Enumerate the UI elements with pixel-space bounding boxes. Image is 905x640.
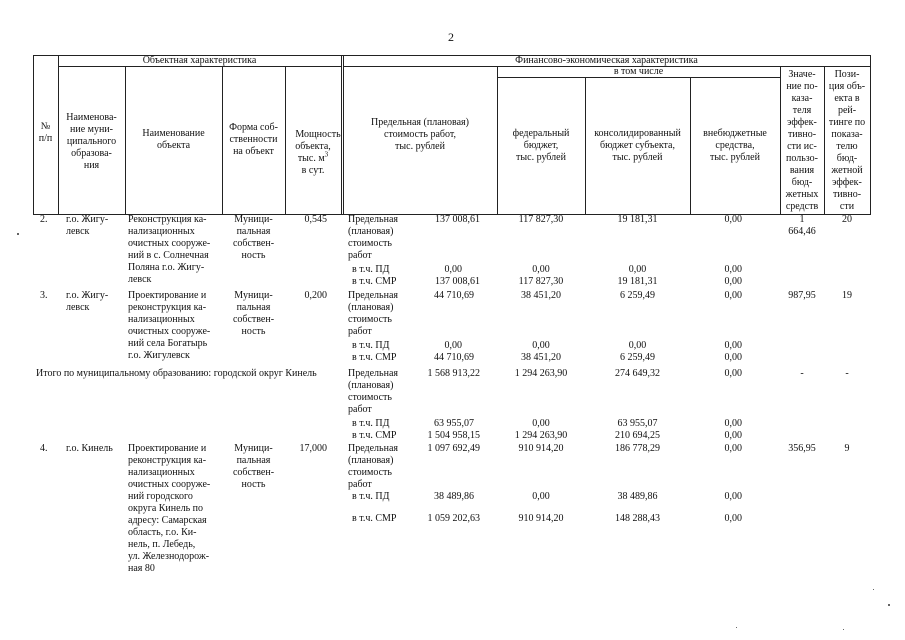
col-efficiency-header: Значе- ние по- каза- теля эффек- тивно- сти ис- пользо- вания бюд- жетных средств xyxy=(785,69,819,212)
row-efficiency: 987,95 xyxy=(788,290,816,301)
page-number: 2 xyxy=(448,30,454,44)
row-ownership: Муници- пальная собствен- ность xyxy=(232,214,275,261)
row-line-consolidated: 0,00 xyxy=(628,340,647,351)
row-line-total: 63 955,07 xyxy=(434,418,474,429)
row-object: Проектирование и реконструкция ка- нализационных очистных сооруже- ний городского округа Кинель по адресу: Самарская область, г.о. Ки- нель, п. Лебедь, ул. Железнодорож- ная 80 xyxy=(128,443,211,574)
row-line-total: 44 710,69 xyxy=(434,352,474,363)
col-rating-header: Пози- ция объ- екта в рей- тинге по показа- телю бюд- жетной эффек- тивно- сти xyxy=(828,69,866,212)
row-num: 4. xyxy=(40,443,48,454)
row-line-federal: 0,00 xyxy=(532,491,550,502)
capacity-header-sup: 3 xyxy=(324,150,329,159)
row-line-label: в т.ч. ПД xyxy=(352,264,390,275)
row-line-consolidated: 210 694,25 xyxy=(615,430,660,441)
row-line-total: 1 097 692,49 xyxy=(427,443,480,454)
row-line-total: 1 504 958,15 xyxy=(427,430,480,441)
subtotal-label: Итого по муниципальному образованию: городской округ Кинель xyxy=(36,368,317,379)
row-line-extra: 0,00 xyxy=(724,430,742,441)
scan-speck xyxy=(736,627,737,628)
row-line-federal: 117 827,30 xyxy=(518,276,564,287)
row-line-extra: 0,00 xyxy=(724,513,742,524)
row-object: Проектирование и реконструкция ка- нализационных очистных сооруже- ний села Богатырь г.о. Жигулевск xyxy=(128,290,211,361)
scan-speck xyxy=(873,589,874,590)
row-line-label: Предельная (плановая) стоимость работ xyxy=(348,443,398,490)
row-line-consolidated: 19 181,31 xyxy=(617,276,658,287)
col-border xyxy=(870,55,871,215)
capacity-header-tail: в сут. xyxy=(301,165,325,176)
row-line-total: 1 568 913,22 xyxy=(427,368,480,379)
row-line-federal: 38 451,20 xyxy=(521,290,561,301)
row-line-consolidated: 0,00 xyxy=(628,264,647,275)
row-line-label: в т.ч. ПД xyxy=(352,340,390,351)
row-line-extra: 0,00 xyxy=(724,214,742,225)
row-line-extra: 0,00 xyxy=(724,264,742,275)
scan-speck xyxy=(17,233,19,235)
row-line-total: 38 489,86 xyxy=(434,491,474,502)
col-limit-cost-header: Предельная (плановая) стоимость работ, тыс. рублей xyxy=(371,117,469,152)
row-object: Реконструкция ка- нализационных очистных сооруже- ний в с. Солнечная Поляна г.о. Жигу- левск xyxy=(128,214,211,285)
col-border xyxy=(341,55,342,215)
row-capacity: 17,000 xyxy=(299,443,327,454)
row-line-federal: 38 451,20 xyxy=(521,352,561,363)
row-line-total: 0,00 xyxy=(444,264,462,275)
row-efficiency: - xyxy=(800,368,804,379)
row-line-federal: 0,00 xyxy=(532,340,550,351)
row-line-consolidated: 6 259,49 xyxy=(620,352,655,363)
col-municipality-header: Наименова- ние муни- ципального образова- ния xyxy=(66,112,117,171)
row-rating: - xyxy=(845,368,849,379)
row-line-label: в т.ч. СМР xyxy=(352,276,397,287)
row-line-federal: 0,00 xyxy=(532,418,550,429)
row-line-extra: 0,00 xyxy=(724,276,742,287)
row-line-label: Предельная (плановая) стоимость работ xyxy=(348,368,398,415)
row-line-label: в т.ч. СМР xyxy=(352,430,397,441)
row-line-consolidated: 19 181,31 xyxy=(617,214,658,225)
col-object-header: Наименование объекта xyxy=(142,128,205,151)
row-line-federal: 117 827,30 xyxy=(518,214,564,225)
row-line-consolidated: 38 489,86 xyxy=(617,491,658,502)
scan-speck xyxy=(888,604,890,606)
row-municipality: г.о. Кинель xyxy=(66,443,113,454)
row-line-extra: 0,00 xyxy=(724,352,742,363)
row-line-federal: 0,00 xyxy=(532,264,550,275)
row-ownership: Муници- пальная собствен- ность xyxy=(232,290,275,337)
row-line-federal: 910 914,20 xyxy=(518,513,564,524)
row-line-federal: 1 294 263,90 xyxy=(514,430,568,441)
capacity-header-main: Мощность объекта, тыс. м xyxy=(295,129,341,164)
row-capacity: 0,200 xyxy=(304,290,327,301)
row-municipality: г.о. Жигу- левск xyxy=(66,290,109,313)
fin-char-heading: Финансово-экономическая характеристика xyxy=(515,55,698,66)
row-line-extra: 0,00 xyxy=(724,340,742,351)
row-line-total: 137 008,61 xyxy=(435,276,480,287)
in-total-heading: в том числе xyxy=(613,66,664,77)
row-line-label: в т.ч. СМР xyxy=(352,513,397,524)
row-line-extra: 0,00 xyxy=(724,368,742,379)
row-line-consolidated: 274 649,32 xyxy=(615,368,660,379)
row-line-total: 1 059 202,63 xyxy=(427,513,480,524)
row-line-extra: 0,00 xyxy=(724,290,742,301)
row-line-consolidated: 186 778,29 xyxy=(615,443,660,454)
col-num-header: № п/п xyxy=(38,121,53,144)
row-line-federal: 1 294 263,90 xyxy=(514,368,568,379)
row-line-total: 44 710,69 xyxy=(434,290,474,301)
row-efficiency: 356,95 xyxy=(788,443,816,454)
row-line-federal: 910 914,20 xyxy=(518,443,564,454)
row-line-total: 137 008,61 xyxy=(435,214,480,225)
row-line-consolidated: 6 259,49 xyxy=(620,290,655,301)
row-line-label: Предельная (плановая) стоимость работ xyxy=(348,214,398,261)
row-ownership: Муници- пальная собствен- ность xyxy=(232,443,275,490)
row-line-extra: 0,00 xyxy=(724,418,742,429)
row-num: 2. xyxy=(40,214,48,225)
col-capacity-header xyxy=(285,117,341,177)
col-federal-header: федеральный бюджет, тыс. рублей xyxy=(512,128,570,163)
row-line-total: 0,00 xyxy=(444,340,462,351)
row-rating: 9 xyxy=(844,443,850,454)
row-line-label: в т.ч. ПД xyxy=(352,491,390,502)
row-efficiency: 1 664,46 xyxy=(788,214,816,237)
row-line-label: Предельная (плановая) стоимость работ xyxy=(348,290,398,337)
row-num: 3. xyxy=(40,290,48,301)
col-ownership-header: Форма соб- ственности на объект xyxy=(229,122,278,157)
row-line-extra: 0,00 xyxy=(724,443,742,454)
row-rating: 20 xyxy=(842,214,852,225)
row-line-label: в т.ч. ПД xyxy=(352,418,390,429)
row-rating: 19 xyxy=(842,290,852,301)
obj-char-heading: Объектная характеристика xyxy=(142,55,257,66)
col-consolidated-header: консолидированный бюджет субъекта, тыс. рублей xyxy=(594,128,681,163)
row-line-label: в т.ч. СМР xyxy=(352,352,397,363)
row-line-consolidated: 63 955,07 xyxy=(617,418,658,429)
scan-speck xyxy=(843,629,844,630)
col-extrabudget-header: внебюджетные средства, тыс. рублей xyxy=(703,128,767,163)
row-capacity: 0,545 xyxy=(304,214,327,225)
row-line-extra: 0,00 xyxy=(724,491,742,502)
row-municipality: г.о. Жигу- левск xyxy=(66,214,109,237)
row-line-consolidated: 148 288,43 xyxy=(615,513,660,524)
